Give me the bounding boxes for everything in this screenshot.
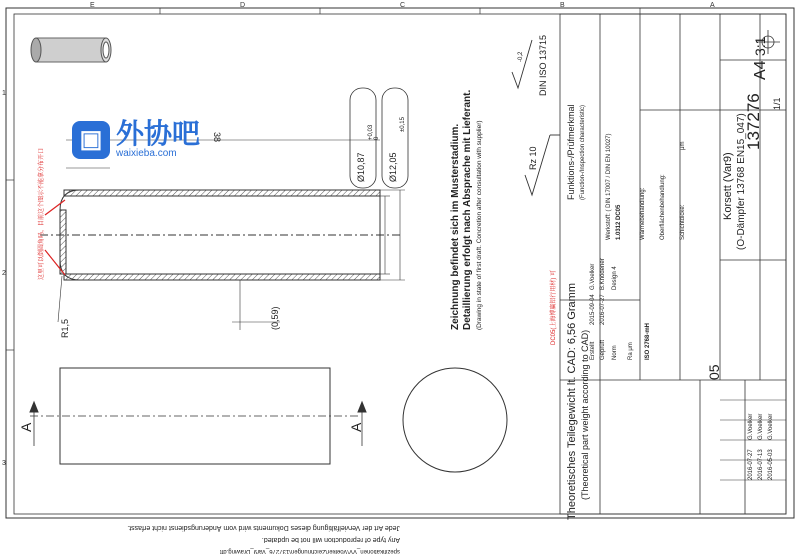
- material-value: 1.0312 DC05: [616, 204, 622, 240]
- draft-note-2: Detaillierung erfolgt nach Absprache mit Lieferant.: [462, 89, 473, 330]
- legal-note-de: Jede Art der Vervielfältigung dieses Dokuments wird vom Änderungsdienst nicht erfasst.: [127, 524, 400, 531]
- revision-row-name: G.Voelker: [768, 413, 774, 440]
- checked-label: Geprüft: [600, 339, 606, 360]
- legal-note-en: Any type of reproduction will not be updated.: [261, 536, 400, 543]
- material-label: Werkstoff: ( DIN 17007 / DIN EN 10027): [606, 133, 612, 240]
- watermark-logo-icon: ▣: [72, 121, 110, 159]
- revision-row-name: G.Voelker: [748, 413, 754, 440]
- zone-label-a: A: [710, 2, 715, 9]
- dim-radius: R1,5: [60, 318, 70, 338]
- part-subtitle: (O-Dämpfer 13768 EN15_047): [736, 113, 747, 250]
- treatment-label: Wärmebehandlung:: [640, 187, 646, 240]
- format: A4: [752, 60, 769, 80]
- dim-inner-tol-up: +0,03: [368, 124, 374, 140]
- revision-index: 05: [706, 364, 722, 380]
- revision-row-name: G.Voelker: [758, 413, 764, 440]
- section-label-right: A: [348, 422, 364, 432]
- surface-label: Oberflächenbehandlung:: [660, 174, 666, 240]
- zone-label-1: 1: [2, 90, 6, 97]
- red-note-material: DC05(上海博赢铝行用材) 可: [551, 269, 557, 345]
- layer-unit: μm: [680, 141, 686, 150]
- roughness-value: Rz 10: [528, 146, 538, 170]
- watermark-brand: 外协吧: [116, 118, 201, 149]
- iso-view-cylinder: [31, 38, 111, 62]
- dim-inner-tol-low: 0: [374, 136, 380, 140]
- func-char-de: Funktions-/Prüfmerkmal: [566, 104, 576, 200]
- scale: 3:1: [752, 36, 768, 56]
- func-char-en: (Function-/Inspection characteristic): [580, 104, 586, 200]
- checked-name: B.Knödener: [600, 258, 606, 290]
- general-tolerance: ISO 2768-mH: [645, 322, 651, 360]
- coating-label: Schichtdicke:: [680, 204, 686, 240]
- dim-outer-diameter: Ø12,05: [388, 152, 398, 182]
- zone-label-3: 3: [2, 460, 6, 467]
- zone-label-d: D: [240, 2, 246, 9]
- edge-tolerance: -0,2: [518, 51, 524, 62]
- dim-wall: (0,59): [270, 306, 280, 330]
- file-path: spezifikationen_VV\Voelker\Zeichnungen\137276_Var9_Drawing.dft: [219, 548, 400, 554]
- checked-date: 2016-07-27: [600, 294, 606, 325]
- roughness-symbol: [512, 40, 560, 195]
- section-label-left: A: [18, 422, 34, 432]
- draft-note-1: Zeichnung befindet sich im Musterstadium.: [450, 123, 461, 330]
- dim-length: 38: [212, 132, 222, 143]
- drawn-label: Erstellt: [590, 341, 596, 360]
- end-view-circle: [403, 368, 507, 472]
- zone-label-e: E: [90, 2, 95, 9]
- weight-en: (Theoretical part weight according to CAD): [580, 329, 590, 500]
- revision-row: 2016-05-03: [768, 449, 774, 480]
- drawn-date: 2015-09-04: [590, 294, 596, 325]
- revision-row: 2016-07-27: [748, 449, 754, 480]
- sheet-number: 1/1: [772, 97, 782, 110]
- weight-de: Theoretisches Teilegewicht lt. CAD: 6,56 Gramm: [566, 283, 578, 520]
- norm-value: Design 4: [612, 266, 618, 290]
- draft-note-3: (Drawing in state of first draft. Concretion after consultation with supplier): [476, 120, 483, 330]
- revision-row: 2016-07-13: [758, 449, 764, 480]
- roughness-ra: Ra μm: [628, 342, 634, 360]
- watermark-url: waixieba.com: [116, 148, 177, 159]
- drawn-name: G.Voelker: [590, 263, 596, 290]
- zone-label-c: C: [400, 2, 406, 9]
- side-view: [30, 368, 366, 464]
- dim-outer-tol: ±0,15: [400, 117, 406, 132]
- drawing-number: 137276: [744, 93, 763, 150]
- zone-label-2: 2: [2, 270, 6, 277]
- zone-label-b: B: [560, 2, 565, 9]
- norm-label: Norm: [612, 345, 618, 360]
- dim-inner-diameter: Ø10,87: [356, 152, 366, 182]
- red-note-side: 这里可以倒圆角吗，目前这个图示不能拿分布开口: [39, 147, 45, 280]
- part-title: Korsett (Var9): [722, 152, 734, 220]
- iso-reference: DIN ISO 13715: [538, 34, 548, 96]
- watermark: [72, 120, 200, 159]
